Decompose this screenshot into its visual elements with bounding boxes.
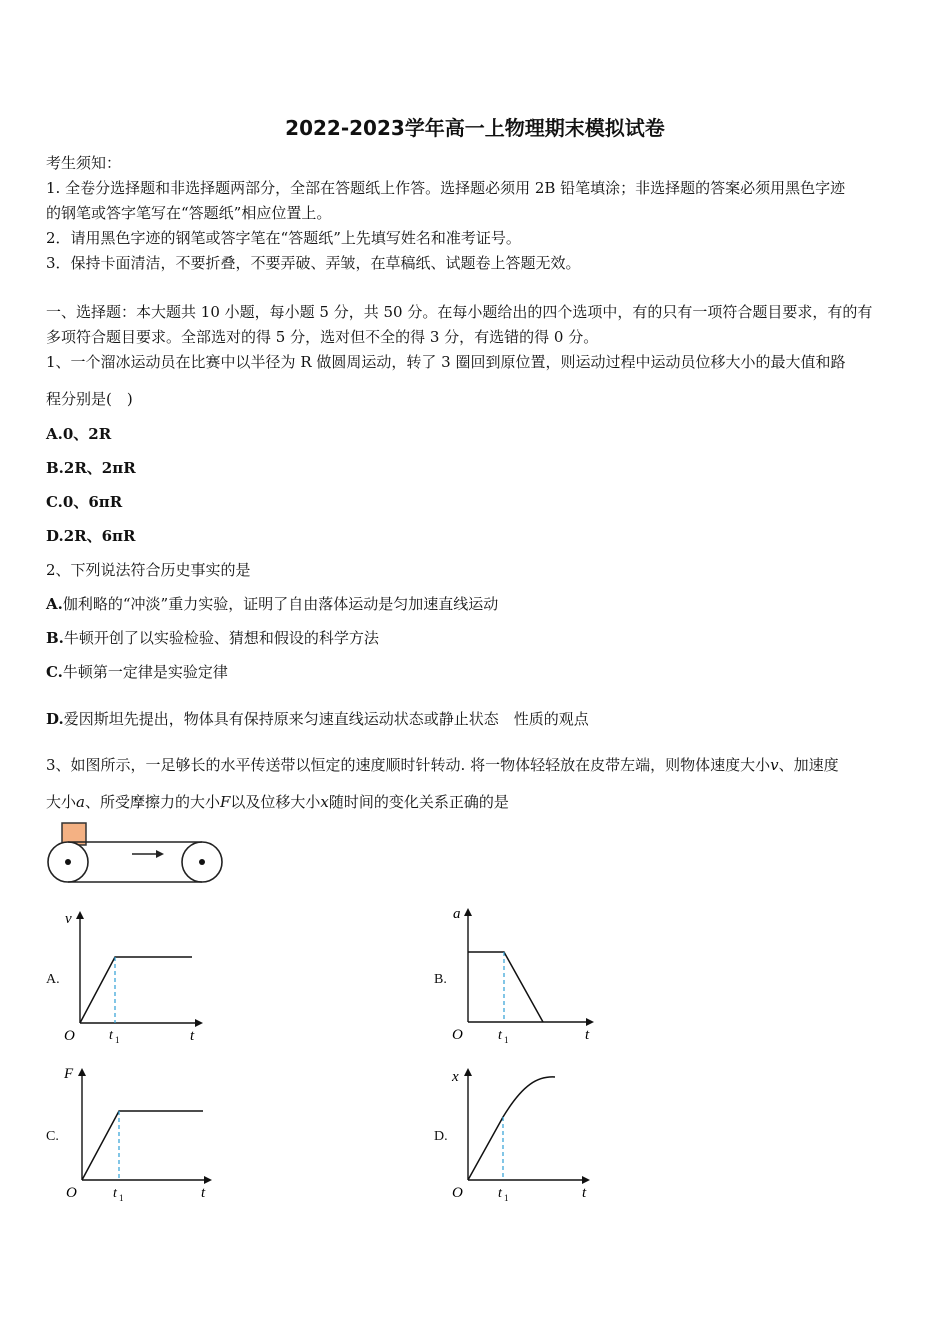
graph-d-t1-sub: 1 [504, 1193, 509, 1203]
q1-option-c: C.0、6πR [46, 493, 123, 511]
notice-item-1a: 1. 全卷分选择题和非选择题两部分，全部在答题纸上作答。选择题必须用 2B 铅笔填涂；非选择题的答案必须用黑色字迹 [46, 179, 846, 197]
graph-a-y-label: v [65, 911, 72, 927]
graph-a [60, 905, 210, 1045]
q2-option-d: D.爱因斯坦先提出，物体具有保持原来匀速直线运动状态或静止状态 性质的观点 [46, 710, 589, 728]
graph-b-y-label: a [453, 906, 461, 922]
notice-item-3: 3．保持卡面清洁，不要折叠，不要弄破、弄皱，在草稿纸、试题卷上答题无效。 [46, 254, 581, 272]
arrow-head [156, 850, 164, 858]
q1-stem-1: 1、一个溜冰运动员在比赛中以半径为 R 做圆周运动，转了 3 圈回到原位置，则运动过程中运动员位移大小的最大值和路 [46, 353, 846, 371]
graph-b-label: B. [434, 972, 447, 987]
graph-d-origin: O [452, 1185, 463, 1201]
q3-stem-2: 大小a、所受摩擦力的大小F以及位移大小x随时间的变化关系正确的是 [46, 793, 509, 811]
notice-item-1b: 的钢笔或答字笔写在“答题纸”相应位置上。 [46, 204, 332, 222]
graph-b-t1-sub: 1 [504, 1035, 509, 1045]
section-intro-1: 一、选择题：本大题共 10 小题，每小题 5 分，共 50 分。在每小题给出的四个选项中，有的只有一项符合题目要求，有的有 [46, 303, 873, 321]
q1-option-a: A.0、2R [46, 425, 112, 443]
graph-c-t1: t [113, 1186, 117, 1201]
right-axle [199, 859, 205, 865]
graph-a-origin: O [64, 1028, 75, 1044]
graph-c-t1-sub: 1 [119, 1193, 124, 1203]
graph-a-label: A. [46, 972, 60, 987]
graph-c-label: C. [46, 1129, 59, 1144]
graph-a-t: t [190, 1028, 195, 1044]
left-axle [65, 859, 71, 865]
notice-heading: 考生须知： [46, 154, 122, 172]
page-title: 2022-2023学年高一上物理期末模拟试卷 [285, 116, 665, 140]
q2-option-a: A.伽利略的“冲淡”重力实验，证明了自由落体运动是匀加速直线运动 [46, 595, 499, 613]
section-intro-2: 多项符合题目要求。全部选对的得 5 分，选对但不全的得 3 分，有选错的得 0 分。 [46, 328, 599, 346]
graph-a-t1-sub: 1 [115, 1035, 120, 1045]
graph-c [62, 1060, 222, 1205]
q1-option-d: D.2R、6πR [46, 527, 136, 545]
graph-d-y-label: x [452, 1069, 459, 1085]
graph-d [448, 1062, 603, 1207]
graph-d-t1: t [498, 1186, 502, 1201]
q2-stem: 2、下列说法符合历史事实的是 [46, 561, 251, 579]
notice-item-2: 2．请用黑色字迹的钢笔或答字笔在“答题纸”上先填写姓名和准考证号。 [46, 229, 521, 247]
graph-b-origin: O [452, 1027, 463, 1043]
graph-d-label: D. [434, 1129, 448, 1144]
q1-option-b: B.2R、2πR [46, 459, 136, 477]
graph-d-t: t [582, 1185, 587, 1201]
graph-b-t: t [585, 1027, 590, 1043]
q2-option-b: B.牛顿开创了以实验检验、猜想和假设的科学方法 [46, 629, 379, 647]
graph-b [448, 900, 603, 1045]
graph-a-t1: t [109, 1028, 113, 1043]
q2-option-c: C.牛顿第一定律是实验定律 [46, 663, 228, 681]
graph-b-t1: t [498, 1028, 502, 1043]
graph-c-t: t [201, 1185, 206, 1201]
conveyor-diagram [44, 820, 228, 886]
graph-c-origin: O [66, 1185, 77, 1201]
q3-stem-1: 3、如图所示，一足够长的水平传送带以恒定的速度顺时针转动. 将一物体轻轻放在皮带左端，则物体速度大小v、加速度 [46, 756, 839, 774]
q1-stem-2: 程分别是( ) [46, 390, 133, 408]
graph-c-y-label: F [64, 1066, 74, 1082]
